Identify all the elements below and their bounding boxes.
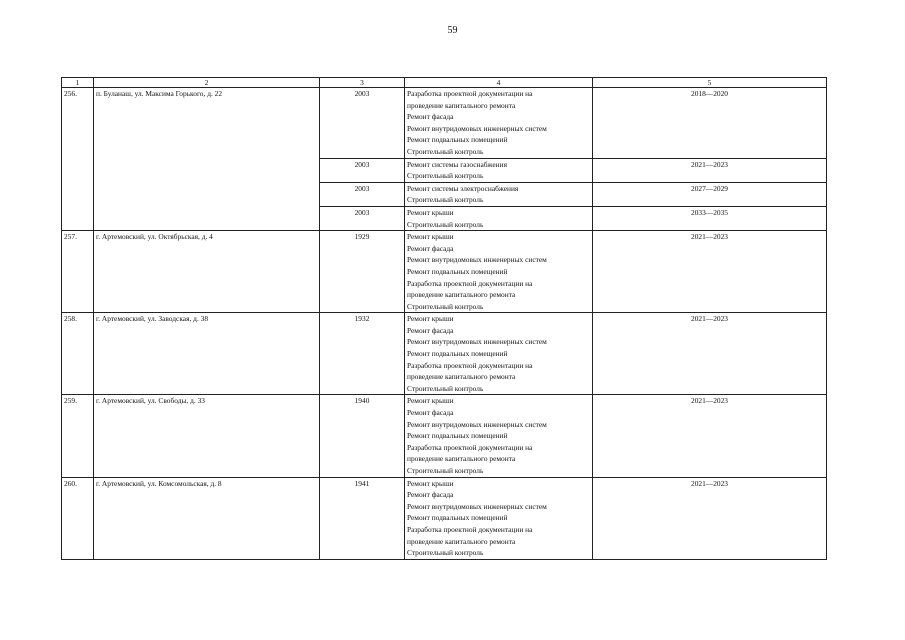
column-header: 5 — [593, 78, 827, 88]
period-cell: 2021—2023 — [593, 158, 827, 182]
works-cell — [405, 395, 593, 477]
period-cell: 2027—2029 — [593, 182, 827, 206]
address-cell: г. Артемовский, ул. Октябрьская, д. 4 — [94, 231, 320, 313]
period-cell: 2021—2023 — [593, 231, 827, 313]
work-item: Разработка проектной документации на — [407, 442, 533, 452]
works-cell — [405, 313, 593, 395]
work-item: Ремонт фасада — [407, 408, 454, 418]
work-item: Ремонт внутридомовых инженерных систем — [407, 501, 547, 511]
year-cell: 1932 — [320, 313, 405, 395]
work-item: Разработка проектной документации на — [407, 360, 533, 370]
column-header: 4 — [405, 78, 593, 88]
work-item: Строительный контроль — [407, 466, 484, 475]
year-cell: 2003 — [320, 182, 405, 206]
work-item: Строительный контроль — [407, 146, 484, 156]
work-item: Ремонт фасада — [407, 325, 454, 335]
work-item: Ремонт крыши — [407, 314, 454, 324]
work-item: Ремонт крыши — [407, 232, 454, 242]
table-row — [62, 88, 827, 159]
row-number-cell: 257. — [62, 231, 94, 313]
work-item: Ремонт внутридомовых инженерных систем — [407, 123, 547, 133]
works-cell — [405, 206, 593, 230]
work-item: проведение капитального ремонта — [407, 372, 516, 382]
column-header: 3 — [320, 78, 405, 88]
work-item: Ремонт подвальных помещений — [407, 513, 508, 523]
address-cell: п. Буланаш, ул. Максима Горького, д. 22 — [94, 88, 320, 231]
table-row — [62, 477, 827, 559]
year-cell: 2003 — [320, 158, 405, 182]
work-item: Ремонт внутридомовых инженерных систем — [407, 255, 547, 265]
work-item: проведение капитального ремонта — [407, 290, 516, 300]
column-header: 1 — [62, 78, 94, 88]
address-cell: г. Артемовский, ул. Заводская, д. 38 — [94, 313, 320, 395]
work-item: Разработка проектной документации на — [407, 278, 533, 288]
work-item: Строительный контроль — [407, 383, 484, 393]
work-item: Ремонт крыши — [407, 207, 454, 217]
work-item: проведение капитального ремонта — [407, 100, 516, 110]
work-item: Строительный контроль — [407, 171, 484, 181]
work-item: Ремонт системы электроснабжения — [407, 183, 519, 193]
row-number-cell: 260. — [62, 477, 94, 559]
works-cell — [405, 182, 593, 206]
row-number-cell: 258. — [62, 313, 94, 395]
period-cell: 2021—2023 — [593, 395, 827, 477]
work-item: Ремонт фасада — [407, 243, 454, 253]
address-cell: г. Артемовский, ул. Комсомольская, д. 8 — [94, 477, 320, 559]
table-row — [62, 231, 827, 313]
work-item: Ремонт фасада — [407, 112, 454, 122]
row-number-cell: 256. — [62, 88, 94, 231]
works-cell — [405, 477, 593, 559]
work-item: Строительный контроль — [407, 548, 484, 558]
work-item: Разработка проектной документации на — [407, 524, 533, 534]
address-cell: г. Артемовский, ул. Свободы, д. 33 — [94, 395, 320, 477]
year-cell: 1940 — [320, 395, 405, 477]
work-item: Ремонт крыши — [407, 396, 454, 406]
work-item: Ремонт внутридомовых инженерных систем — [407, 419, 547, 429]
column-number-row — [62, 78, 827, 88]
work-item: Строительный контроль — [407, 301, 484, 311]
work-item: Строительный контроль — [407, 219, 484, 229]
work-item: Ремонт подвальных помещений — [407, 266, 508, 276]
year-cell: 1941 — [320, 477, 405, 559]
period-cell: 2021—2023 — [593, 477, 827, 559]
year-cell: 1929 — [320, 231, 405, 313]
work-item: Строительный контроль — [407, 195, 484, 205]
table-row — [62, 395, 827, 477]
work-item: Ремонт крыши — [407, 478, 454, 488]
row-number-cell: 259. — [62, 395, 94, 477]
works-cell — [405, 231, 593, 313]
work-item: Ремонт подвальных помещений — [407, 135, 508, 145]
work-item: Разработка проектной документации на — [407, 89, 533, 98]
works-cell — [405, 88, 593, 159]
page-number: 59 — [447, 25, 458, 36]
column-header: 2 — [94, 78, 320, 88]
period-cell: 2033—2035 — [593, 206, 827, 230]
work-item: проведение капитального ремонта — [407, 536, 516, 546]
work-item: проведение капитального ремонта — [407, 454, 516, 464]
work-item: Ремонт внутридомовых инженерных систем — [407, 337, 547, 347]
work-item: Ремонт подвальных помещений — [407, 349, 508, 359]
year-cell: 2003 — [320, 88, 405, 159]
overhaul-schedule-table — [61, 77, 827, 560]
work-item: Ремонт подвальных помещений — [407, 431, 508, 441]
works-cell — [405, 158, 593, 182]
work-item: Ремонт системы газоснабжения — [407, 159, 507, 169]
work-item: Ремонт фасада — [407, 490, 454, 500]
year-cell: 2003 — [320, 206, 405, 230]
period-cell: 2018—2020 — [593, 88, 827, 159]
table-row — [62, 313, 827, 395]
period-cell: 2021—2023 — [593, 313, 827, 395]
table-body — [62, 88, 827, 560]
